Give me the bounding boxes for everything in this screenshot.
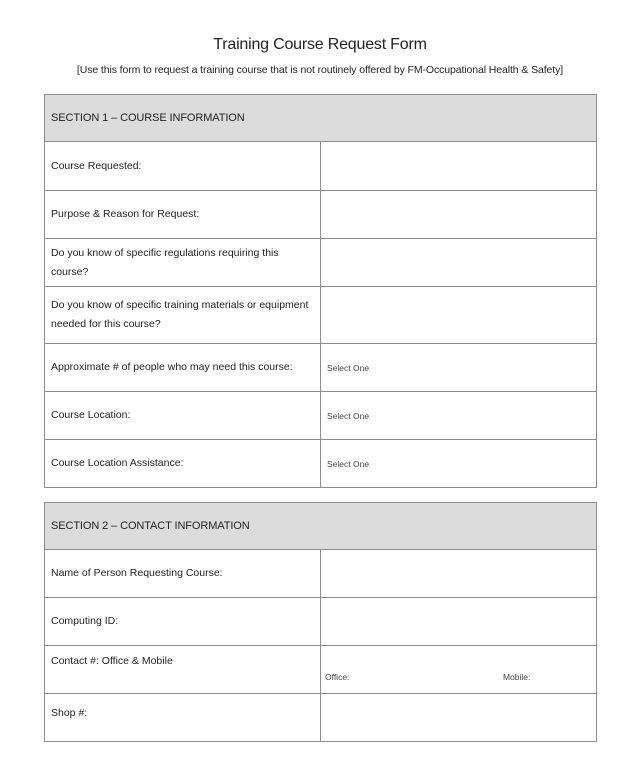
regulations-field[interactable] xyxy=(321,239,597,287)
requester-name-label: Name of Person Requesting Course: xyxy=(45,550,321,598)
purpose-reason-label: Purpose & Reason for Request: xyxy=(45,191,321,239)
contact-number-field[interactable] xyxy=(321,646,597,694)
table-row xyxy=(45,142,597,191)
requester-name-field[interactable] xyxy=(321,550,597,598)
table-row xyxy=(45,646,597,694)
course-requested-field[interactable] xyxy=(321,142,597,191)
table-row xyxy=(45,550,597,598)
section-1-header-row xyxy=(45,95,597,142)
course-information-table xyxy=(44,94,597,488)
computing-id-label: Computing ID: xyxy=(45,598,321,646)
course-location-assistance-select[interactable]: Select One xyxy=(321,440,597,488)
approx-people-label: Approximate # of people who may need this course: xyxy=(45,344,321,392)
shop-number-label: Shop #: xyxy=(45,694,321,742)
table-row xyxy=(45,694,597,742)
table-row xyxy=(45,239,597,287)
contact-number-label: Contact #: Office & Mobile xyxy=(45,646,321,694)
table-row xyxy=(45,598,597,646)
materials-equipment-label: Do you know of specific training materials or equipment needed for this course? xyxy=(45,287,321,344)
computing-id-field[interactable] xyxy=(321,598,597,646)
form-subtitle: [Use this form to request a training course that is not routinely offered by FM-Occupational Health & Safety] xyxy=(76,64,564,76)
form-title: Training Course Request Form xyxy=(213,36,427,53)
section-2-header: SECTION 2 – CONTACT INFORMATION xyxy=(45,503,597,550)
table-row xyxy=(45,392,597,440)
purpose-reason-field[interactable] xyxy=(321,191,597,239)
mobile-label: Mobile: xyxy=(503,672,531,682)
course-location-label: Course Location: xyxy=(45,392,321,440)
contact-information-table xyxy=(44,502,597,742)
office-label: Office: xyxy=(325,672,350,682)
table-row xyxy=(45,440,597,488)
shop-number-field[interactable] xyxy=(321,694,597,742)
materials-equipment-field[interactable] xyxy=(321,287,597,344)
section-2-header-row xyxy=(45,503,597,550)
table-row xyxy=(45,344,597,392)
approx-people-select[interactable]: Select One xyxy=(321,344,597,392)
course-location-select[interactable]: Select One xyxy=(321,392,597,440)
section-1-header: SECTION 1 – COURSE INFORMATION xyxy=(45,95,597,142)
regulations-label: Do you know of specific regulations requiring this course? xyxy=(45,239,321,287)
table-row xyxy=(45,287,597,344)
course-location-assistance-label: Course Location Assistance: xyxy=(45,440,321,488)
table-row xyxy=(45,191,597,239)
course-requested-label: Course Requested: xyxy=(45,142,321,191)
